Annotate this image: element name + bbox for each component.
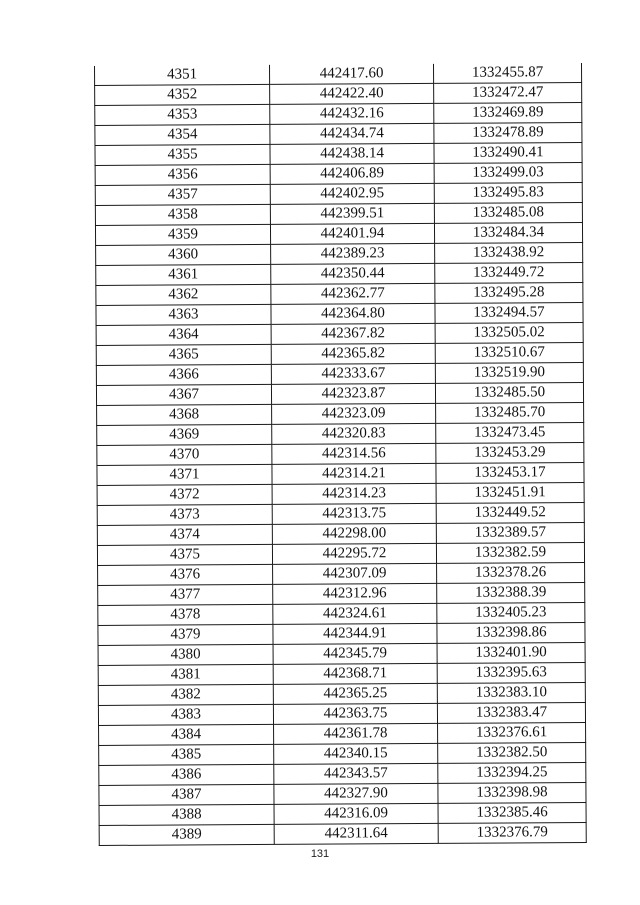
x-coordinate-cell: 442314.23 [272, 483, 436, 504]
x-coordinate-cell: 442307.09 [273, 563, 437, 584]
y-coordinate-cell: 1332495.83 [434, 183, 582, 204]
page-number: 131 [310, 848, 330, 860]
y-coordinate-cell: 1332510.67 [435, 343, 583, 364]
y-coordinate-cell: 1332494.57 [435, 303, 583, 324]
point-id-cell: 4353 [95, 104, 270, 125]
y-coordinate-cell: 1332451.91 [436, 483, 584, 504]
table-row [95, 163, 582, 186]
table-row [95, 143, 582, 166]
y-coordinate-cell: 1332473.45 [436, 423, 584, 444]
y-coordinate-cell: 1332382.59 [436, 543, 584, 564]
table-row [98, 643, 585, 666]
point-id-cell: 4366 [96, 364, 271, 385]
point-id-cell: 4370 [97, 444, 272, 465]
x-coordinate-cell: 442323.09 [272, 403, 436, 424]
y-coordinate-cell: 1332395.63 [437, 663, 585, 684]
x-coordinate-cell: 442406.89 [270, 163, 434, 184]
point-id-cell: 4386 [99, 764, 274, 785]
table-row [96, 303, 583, 326]
x-coordinate-cell: 442327.90 [274, 783, 438, 804]
y-coordinate-cell: 1332398.98 [438, 783, 586, 804]
y-coordinate-cell: 1332455.87 [433, 63, 581, 83]
x-coordinate-cell: 442324.61 [273, 603, 437, 624]
x-coordinate-cell: 442422.40 [270, 83, 434, 104]
x-coordinate-cell: 442434.74 [270, 123, 434, 144]
point-id-cell: 4364 [96, 324, 271, 345]
x-coordinate-cell: 442402.95 [270, 183, 434, 204]
y-coordinate-cell: 1332495.28 [435, 283, 583, 304]
point-id-cell: 4379 [98, 624, 273, 645]
point-id-cell: 4372 [97, 484, 272, 505]
table-row [98, 623, 585, 646]
y-coordinate-cell: 1332394.25 [438, 763, 586, 784]
x-coordinate-cell: 442367.82 [271, 323, 435, 344]
point-id-cell: 4382 [98, 684, 273, 705]
y-coordinate-cell: 1332505.02 [435, 323, 583, 344]
x-coordinate-cell: 442401.94 [270, 223, 434, 244]
x-coordinate-cell: 442362.77 [271, 283, 435, 304]
y-coordinate-cell: 1332382.50 [438, 743, 586, 764]
table-row [98, 603, 585, 626]
table-row [97, 523, 584, 546]
point-id-cell: 4375 [97, 544, 272, 565]
table-row [97, 403, 584, 426]
y-coordinate-cell: 1332398.86 [437, 623, 585, 644]
table-row [95, 103, 582, 126]
table-row [96, 343, 583, 366]
point-id-cell: 4371 [97, 464, 272, 485]
table-row [99, 803, 586, 826]
point-id-cell: 4374 [97, 524, 272, 545]
point-id-cell: 4352 [95, 84, 270, 105]
table-row [94, 63, 581, 85]
x-coordinate-cell: 442417.60 [269, 64, 433, 85]
x-coordinate-cell: 442361.78 [274, 723, 438, 744]
y-coordinate-cell: 1332484.34 [434, 223, 582, 244]
coordinate-table-container [94, 66, 578, 846]
point-id-cell: 4361 [96, 264, 271, 285]
table-row [95, 223, 582, 246]
point-id-cell: 4360 [96, 244, 271, 265]
table-row [98, 663, 585, 686]
table-row [99, 823, 586, 846]
y-coordinate-cell: 1332383.10 [437, 683, 585, 704]
point-id-cell: 4363 [96, 304, 271, 325]
point-id-cell: 4365 [96, 344, 271, 365]
table-row [97, 443, 584, 466]
y-coordinate-cell: 1332388.39 [437, 583, 585, 604]
y-coordinate-cell: 1332519.90 [435, 363, 583, 384]
table-row [96, 383, 583, 406]
x-coordinate-cell: 442320.83 [272, 423, 436, 444]
table-row [97, 543, 584, 566]
point-id-cell: 4357 [95, 184, 270, 205]
point-id-cell: 4380 [98, 644, 273, 665]
point-id-cell: 4351 [94, 65, 269, 86]
table-row [96, 243, 583, 266]
table-row [99, 763, 586, 786]
point-id-cell: 4378 [98, 604, 273, 625]
x-coordinate-cell: 442343.57 [274, 763, 438, 784]
point-id-cell: 4369 [97, 424, 272, 445]
x-coordinate-cell: 442313.75 [272, 503, 436, 524]
x-coordinate-cell: 442399.51 [270, 203, 434, 224]
y-coordinate-cell: 1332499.03 [434, 163, 582, 184]
x-coordinate-cell: 442312.96 [273, 583, 437, 604]
point-id-cell: 4368 [97, 404, 272, 425]
y-coordinate-cell: 1332478.89 [434, 123, 582, 144]
table-row [95, 203, 582, 226]
table-row [96, 283, 583, 306]
y-coordinate-cell: 1332485.70 [436, 403, 584, 424]
table-row [96, 323, 583, 346]
table-row [98, 563, 585, 586]
y-coordinate-cell: 1332485.08 [434, 203, 582, 224]
y-coordinate-cell: 1332449.52 [436, 503, 584, 524]
table-row [95, 183, 582, 206]
x-coordinate-cell: 442344.91 [273, 623, 437, 644]
x-coordinate-cell: 442432.16 [270, 103, 434, 124]
y-coordinate-cell: 1332490.41 [434, 143, 582, 164]
table-row [99, 743, 586, 766]
point-id-cell: 4367 [96, 384, 271, 405]
x-coordinate-cell: 442438.14 [270, 143, 434, 164]
point-id-cell: 4383 [98, 704, 273, 725]
x-coordinate-cell: 442295.72 [272, 543, 436, 564]
y-coordinate-cell: 1332469.89 [434, 103, 582, 124]
x-coordinate-cell: 442316.09 [274, 803, 438, 824]
point-id-cell: 4359 [95, 224, 270, 245]
table-row [99, 783, 586, 806]
coordinate-table [94, 63, 587, 846]
point-id-cell: 4358 [95, 204, 270, 225]
point-id-cell: 4388 [99, 804, 274, 825]
x-coordinate-cell: 442365.82 [271, 343, 435, 364]
x-coordinate-cell: 442389.23 [271, 243, 435, 264]
point-id-cell: 4385 [99, 744, 274, 765]
x-coordinate-cell: 442363.75 [273, 703, 437, 724]
point-id-cell: 4377 [98, 584, 273, 605]
y-coordinate-cell: 1332453.17 [436, 463, 584, 484]
table-row [97, 463, 584, 486]
y-coordinate-cell: 1332401.90 [437, 643, 585, 664]
y-coordinate-cell: 1332438.92 [435, 243, 583, 264]
x-coordinate-cell: 442314.56 [272, 443, 436, 464]
point-id-cell: 4384 [99, 724, 274, 745]
table-row [98, 583, 585, 606]
point-id-cell: 4354 [95, 124, 270, 145]
y-coordinate-cell: 1332376.61 [438, 723, 586, 744]
y-coordinate-cell: 1332385.46 [438, 803, 586, 824]
point-id-cell: 4376 [98, 564, 273, 585]
x-coordinate-cell: 442345.79 [273, 643, 437, 664]
y-coordinate-cell: 1332378.26 [437, 563, 585, 584]
x-coordinate-cell: 442298.00 [272, 523, 436, 544]
x-coordinate-cell: 442365.25 [273, 683, 437, 704]
x-coordinate-cell: 442323.87 [271, 383, 435, 404]
table-row [97, 503, 584, 526]
point-id-cell: 4389 [99, 824, 274, 845]
point-id-cell: 4373 [97, 504, 272, 525]
table-row [99, 723, 586, 746]
x-coordinate-cell: 442333.67 [271, 363, 435, 384]
table-row [97, 423, 584, 446]
y-coordinate-cell: 1332376.79 [438, 823, 586, 844]
x-coordinate-cell: 442311.64 [274, 823, 438, 844]
x-coordinate-cell: 442350.44 [271, 263, 435, 284]
y-coordinate-cell: 1332472.47 [434, 83, 582, 104]
coordinate-table-body [94, 63, 586, 845]
table-row [95, 123, 582, 146]
point-id-cell: 4387 [99, 784, 274, 805]
table-row [95, 83, 582, 106]
x-coordinate-cell: 442368.71 [273, 663, 437, 684]
y-coordinate-cell: 1332453.29 [436, 443, 584, 464]
table-row [97, 483, 584, 506]
table-row [98, 683, 585, 706]
y-coordinate-cell: 1332449.72 [435, 263, 583, 284]
y-coordinate-cell: 1332485.50 [435, 383, 583, 404]
x-coordinate-cell: 442340.15 [274, 743, 438, 764]
table-row [96, 363, 583, 386]
table-row [96, 263, 583, 286]
point-id-cell: 4381 [98, 664, 273, 685]
y-coordinate-cell: 1332383.47 [437, 703, 585, 724]
x-coordinate-cell: 442364.80 [271, 303, 435, 324]
point-id-cell: 4356 [95, 164, 270, 185]
y-coordinate-cell: 1332405.23 [437, 603, 585, 624]
x-coordinate-cell: 442314.21 [272, 463, 436, 484]
point-id-cell: 4362 [96, 284, 271, 305]
y-coordinate-cell: 1332389.57 [436, 523, 584, 544]
point-id-cell: 4355 [95, 144, 270, 165]
table-row [98, 703, 585, 726]
